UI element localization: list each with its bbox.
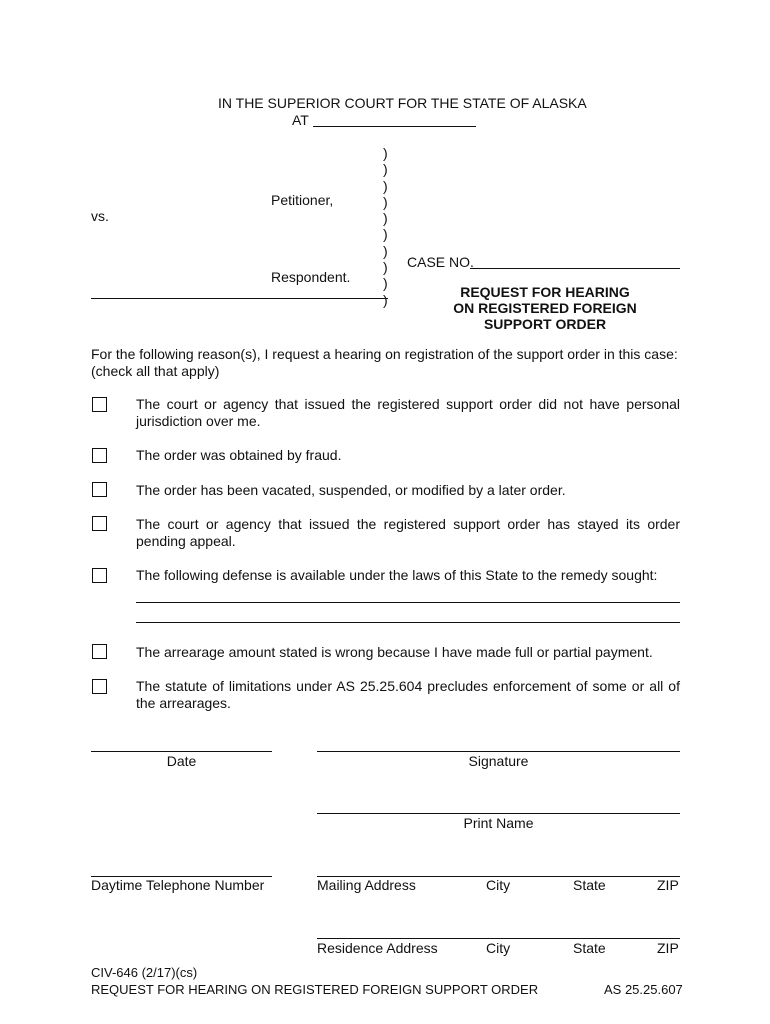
mailing-zip-label: ZIP (657, 877, 679, 893)
court-heading: IN THE SUPERIOR COURT FOR THE STATE OF ALASKA (218, 95, 587, 111)
respondent-name-field[interactable] (91, 298, 388, 299)
option-fraud: The order was obtained by fraud. (136, 447, 342, 463)
checkbox-defense[interactable] (92, 568, 107, 583)
defense-detail-field-1[interactable] (136, 602, 680, 603)
mailing-state-label: State (573, 877, 606, 893)
signature-field[interactable] (317, 751, 680, 752)
respondent-label: Respondent. (271, 269, 351, 285)
mailing-address-label: Mailing Address (317, 877, 416, 893)
vs-label: vs. (91, 208, 109, 224)
residence-state-label: State (573, 940, 606, 956)
option-arrearage: The arrearage amount stated is wrong because I have made full or partial payment. (136, 644, 653, 660)
residence-zip-label: ZIP (657, 940, 679, 956)
mailing-city-label: City (486, 877, 511, 893)
form-title-line-3: SUPPORT ORDER (483, 316, 607, 332)
intro-text: For the following reason(s), I request a hearing on registration of the support order in this case: (91, 346, 678, 362)
petitioner-label: Petitioner, (271, 192, 334, 208)
at-label: AT (292, 112, 309, 128)
case-no-field[interactable] (470, 268, 680, 269)
form-title-line-2: ON REGISTERED FOREIGN (453, 300, 637, 316)
form-title-line-1: REQUEST FOR HEARING (460, 284, 630, 300)
checkbox-fraud[interactable] (92, 448, 107, 463)
date-field[interactable] (91, 751, 272, 752)
option-defense: The following defense is available under the laws of this State to the remedy sought: (136, 567, 658, 583)
checkbox-statute-limitations[interactable] (92, 679, 107, 694)
option-stayed: The court or agency that issued the registered support order has stayed its order pending appeal. (136, 516, 680, 549)
intro-instruction: (check all that apply) (91, 363, 220, 379)
option-statute-limitations: The statute of limitations under AS 25.25.604 precludes enforcement of some or all of the arrearages. (136, 678, 680, 711)
residence-address-field[interactable] (317, 938, 680, 939)
checkbox-no-jurisdiction[interactable] (92, 397, 107, 412)
option-no-jurisdiction: The court or agency that issued the registered support order did not have personal jurisdiction over me. (136, 396, 680, 429)
phone-label: Daytime Telephone Number (91, 877, 265, 893)
court-location-field[interactable] (313, 126, 476, 127)
print-name-label: Print Name (463, 815, 534, 831)
caption-divider: ) ) ) ) ) ) ) ) ) ) (383, 145, 388, 308)
residence-city-label: City (486, 940, 511, 956)
residence-address-label: Residence Address (317, 940, 438, 956)
print-name-field[interactable] (317, 813, 680, 814)
option-vacated: The order has been vacated, suspended, or modified by a later order. (136, 482, 566, 498)
form-number: CIV-646 (2/17)(cs) (91, 965, 198, 980)
case-no-label: CASE NO. (407, 254, 474, 270)
checkbox-arrearage[interactable] (92, 644, 107, 659)
defense-detail-field-2[interactable] (136, 622, 680, 623)
checkbox-stayed[interactable] (92, 516, 107, 531)
checkbox-vacated[interactable] (92, 482, 107, 497)
footer-statute: AS 25.25.607 (604, 982, 683, 997)
date-label: Date (166, 753, 197, 769)
footer-form-title: REQUEST FOR HEARING ON REGISTERED FOREIGN SUPPORT ORDER (91, 982, 539, 997)
signature-label: Signature (468, 753, 529, 769)
